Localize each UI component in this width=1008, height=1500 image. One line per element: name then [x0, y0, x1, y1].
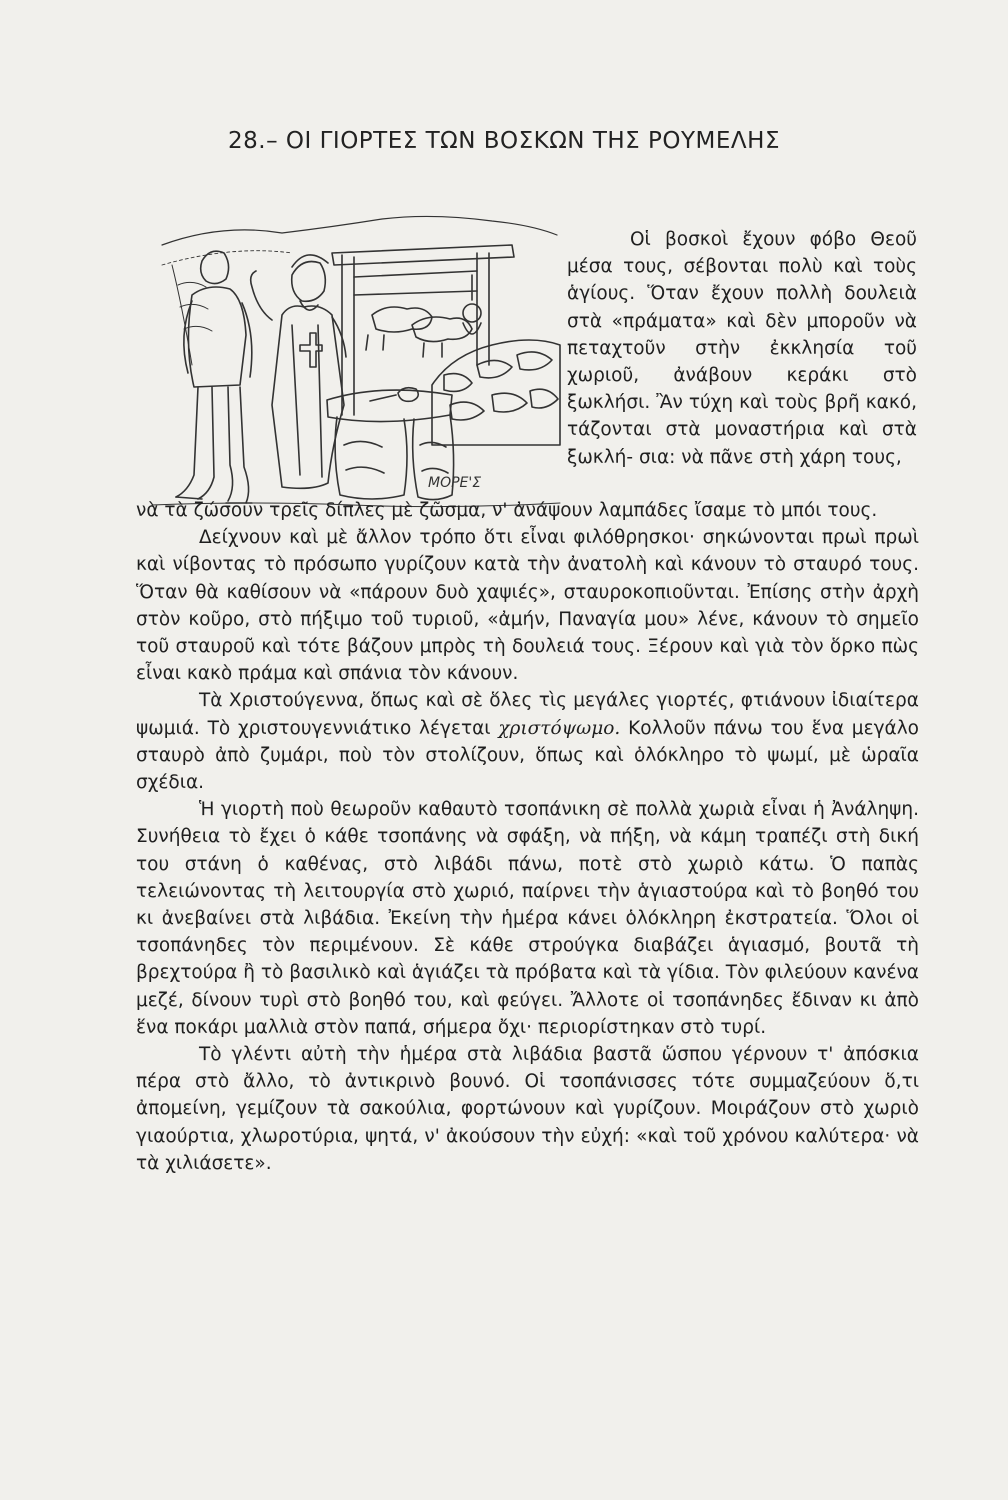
body-text — [136, 497, 919, 1177]
wrap-line-text: τοὺς βρῆ κακό, τάζονται στὰ — [567, 392, 917, 441]
wrap-line-text: μοναστήρια καὶ στὰ ξωκλή- — [567, 419, 917, 468]
paragraph-3-italic-term: χριστόψωμο. — [498, 717, 621, 739]
paragraph-1-continuation: νὰ τὰ ζώσουν τρεῖς δίπλες μὲ ζῶσμα, ν' ἀνάψουν λαμπάδες ἴσαμε τὸ μπόι τους. — [136, 500, 878, 521]
paragraph-5: Τὸ γλέντι αὐτὴ τὴν ἡμέρα στὰ λιβάδια βαστᾶ ὥσπου γέρνουν τ' ἀπόσκια πέρα στὸ ἄλλο, τὸ ἀντικρινὸ βουνό. Οἱ τσοπάνισσες τότε συμμαζεύουν ὅ,τι ἀπομείνη, γεμίζουν τὰ σακούλια, φορτώνουν καὶ γυρίζουν. Μοιράζουν στὸ χωριὸ γιαούρτια, χλωροτύρια, ψητά, ν' ἀκούσουν τὴν εὐχή: «καὶ τοῦ χρόνου καλύτερα· νὰ τὰ χιλιάσετε». — [136, 1044, 919, 1174]
wrap-line — [567, 226, 917, 471]
paragraph-3-end: Κολλοῦν πάνω του ἕνα μεγάλο σταυρὸ ἀπὸ ζυμάρι, ποὺ τὸν στολίζουν, ὅπως καὶ ὁλόκληρο τὸ ψωμί, μὲ ὡραῖα σχέδια. — [136, 717, 919, 794]
paragraph-3-start: Τὰ Χριστούγεννα, ὅπως καὶ σὲ ὅλες τὶς μεγάλες γιορτές, φτιάνουν ἰδιαίτερα ψωμιά. Τὸ χριστουγεννιάτικο λέγεται — [136, 690, 919, 739]
wrap-line-text: τοῦ χωριοῦ, ἀνάβουν κεράκι — [567, 337, 917, 387]
illustration-signature: ΜΟΡΕ'Σ — [428, 475, 482, 491]
paragraph-4: Ἡ γιορτὴ ποὺ θεωροῦν καθαυτὸ τσοπάνικη σὲ πολλὰ χωριὰ εἶναι ἡ Ἀνάληψη. Συνήθεια τὸ ἔχει ὁ κάθε τσοπάνης νὰ σφάξη, νὰ πήξη, νὰ κάμη τραπέζι στὴ δική του στάνη ὁ καθένας, στὸ λιβάδι πάνω, ποτὲ στὸ χωριὸ κάτω. Ὁ παπὰς τελειώνοντας τὴ λειτουργία στὸ χωριό, παίρνει τὴν ἁγιαστούρα καὶ τὸ βοηθό του κι ἀνεβαίνει στὰ λιβάδια. Ἐκείνη τὴν ἡμέρα κάνει ὁλόκληρη ἐκστρατεία. Ὅλοι οἱ τσοπάνηδες τὸν περιμένουν. Σὲ κάθε στρούγκα διαβάζει ἁγιασμό, βουτᾶ τὴ βρεχτούρα ἢ τὸ βασιλικὸ καὶ ἁγιάζει τὰ πρόβατα καὶ τὰ γίδια. Τὸν φιλεύουν κανένα μεζέ, δίνουν τυρὶ στὸ βοηθό του, καὶ φεύγει. Ἄλλοτε οἱ τσοπάνηδες ἔδιναν κι ἀπὸ ἕνα ποκάρι μαλλιὰ στὸν παπά, σήμερα ὄχι· περιορίστηκαν στὸ τυρί. — [136, 799, 919, 1038]
wrap-line-text: στὸ ξωκλήσι. Ἂν τύχη καὶ — [567, 365, 917, 414]
paragraph-2: Δείχνουν καὶ μὲ ἄλλον τρόπο ὅτι εἶναι φιλόθρησκοι· σηκώνονται πρωὶ πρωὶ καὶ νίβοντας τὸ πρόσωπο γυρίζουν κατὰ τὴν ἀνατολὴ καὶ κάνουν τὸ σταυρό τους. Ὅταν θὰ καθίσουν νὰ «πάρουν δυὸ χαψιές», σταυροκοπιοῦνται. Ἐπίσης στὴν ἀρχὴ στὸν κοῦρο, στὸ πήξιμο τοῦ τυριοῦ, «ἀμήν, Παναγία μου» λένε, κάνουν τὸ σημεῖο τοῦ σταυροῦ καὶ τότε βάζουν μπρὸς τὴ δουλειά τους. Ξέρουν καὶ γιὰ τὸν ὅρκο πὼς εἶναι κακὸ πράμα καὶ σπάνια τὸν κάνουν. — [136, 527, 919, 685]
wrap-line-text: Οἱ βοσκοὶ ἔχουν φόβο — [630, 229, 857, 250]
page-title: 28.– ΟΙ ΓΙΟΡΤΕΣ ΤΩΝ ΒΟΣΚΩΝ ΤΗΣ ΡΟΥΜΕΛΗΣ — [228, 128, 780, 154]
shepherds-illustration — [132, 205, 562, 520]
wrap-line-text: πολὺ καὶ τοὺς ἁγίους. Ὅταν — [567, 256, 917, 305]
opening-paragraph-wrap — [567, 226, 917, 471]
wrap-line-text: σια: νὰ πᾶνε στὴ χάρη τους, — [638, 446, 902, 468]
wrap-line-text: Θεοῦ μέσα τους, σέβονται — [567, 229, 917, 278]
wrap-line-text: «πράματα» καὶ δὲν μποροῦν — [611, 310, 885, 332]
wrap-line-text: νὰ πεταχτοῦν στὴν ἐκκλησία — [567, 310, 917, 359]
paragraph-3 — [136, 687, 919, 796]
wrap-line-text: ἔχουν πολλὴ δουλειὰ στὰ — [567, 283, 917, 332]
